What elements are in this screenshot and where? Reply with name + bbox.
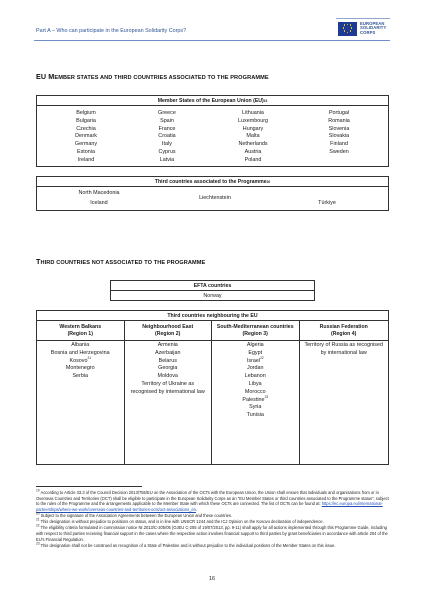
associated-countries-title: Third countries associated to the Programme 20 [37, 177, 388, 187]
neighbouring-countries-table [36, 310, 389, 465]
member-states-title: Member States of the European Union (EU) 19 [37, 96, 388, 106]
eu-flag-icon [338, 22, 357, 36]
header-divider [34, 40, 390, 41]
member-states-column: Greece Spain France Croatia Italy Cyprus Latvia [158, 110, 176, 163]
region-header: South-Mediterranean countries (Region 3) [212, 321, 300, 340]
footnote-ref-22[interactable]: 22 [260, 355, 264, 360]
footnote-20: $^{20}$ Subject to the signature of the Association Agreements between the European Union and these countries. [36, 511, 233, 518]
esc-logo [336, 18, 390, 38]
heading-third-countries: THIRD COUNTRIES NOT ASSOCIATED TO THE PROGRAMME [36, 257, 206, 266]
footnote-divider [36, 486, 142, 487]
region-1-countries: Albania Bosnia and Herzegovina Kosovo$^{21}$ Montenegro Serbia [37, 341, 125, 464]
footnote-22: $^{22}$ The eligibility criteria formulated in commission notice Nr.2013/C-205/05 (OJEU C-205 of 19/07/2013, pp. 9-11) shall apply for all actions implemented through this Programme Guide, including with respect to third parties receiving financial support in the cases where the respective action involves financial support to third parties by grant beneficiaries in accordance with article 204 of the EU's Financial Regulation. [36, 523, 388, 542]
member-states-column: Lithuania Luxembourg Hungary Malta Netherlands Austria Poland [238, 110, 268, 163]
footnote-23: $^{23}$ This designation shall not be construed as recognition of a State of Palestine and is without prejudice to the individual positions of the Member States on this issue. [36, 541, 336, 548]
footnote-19: $^{19}$ According to Article 33.3 of the Council Decision 2013/755/EU on the Association of the OCTs with the European Union, the Union shall ensure that individuals and organisations from or in Overseas Countries and Territories (OCT) shall be eligible to participate in the European Solidarity Corps as an "EU Member States or third countries associated to the Programme status", subject to the rules of the Programme and the arrangements applicable to the Member State with which these OCTs are connected. The list of OCTs can be found at: https://ec.europa.eu/international-partnerships/where-we-work/overseas-countries-and-territories-octs/oct-associations_en. [36, 488, 389, 512]
running-header: Part A – Who can participate in the European Solidarity Corps? [36, 28, 187, 34]
efta-table [110, 280, 315, 301]
country-liechtenstein: Liechtenstein [199, 195, 231, 201]
oct-list-link[interactable]: https://ec.europa.eu/international-partnerships/where-we-work/overseas-countries-and-territories-octs/oct-associations_en [36, 501, 383, 512]
region-4-countries: Territory of Russia as recognised by international law [304, 342, 383, 356]
efta-title: EFTA countries [111, 281, 314, 291]
region-header: Neighbourhood East (Region 2) [125, 321, 213, 340]
associated-countries-table [36, 176, 389, 211]
neighbouring-title: Third countries neighbouring the EU [37, 311, 388, 321]
member-states-table [36, 95, 389, 167]
footnote-21: $^{21}$ This designation is without prejudice to positions on status, and is in line with UNSCR 1244 and the ICJ Opinion on the Kosovo declaration of independence. [36, 517, 324, 525]
footnote-ref-21[interactable]: 21 [87, 355, 92, 360]
region-2-countries: Armenia Azerbaijan Belarus Georgia Moldova Territory of Ukraine as recognised by international law [125, 341, 213, 464]
country-iceland: Iceland [90, 200, 108, 206]
heading-eu-member-states: EU MEMBER STATES AND THIRD COUNTRIES ASSOCIATED TO THE PROGRAMME [36, 72, 269, 81]
footnotes [36, 490, 389, 549]
region-header: Western Balkans (Region 1) [37, 321, 125, 340]
footnote-ref-23[interactable]: 23 [264, 394, 269, 399]
member-states-column: Portugal Romania Slovenia Slovakia Finland Sweden [328, 110, 350, 155]
country-turkiye: Türkiye [318, 200, 336, 206]
country-norway: Norway [203, 293, 222, 299]
region-header: Russian Federation (Region 4) [319, 324, 368, 337]
region-3-countries: Algeria Egypt Israel$^{22}$ Jordan Lebanon Libya Morocco Palestine$^{23}$ Syria Tunisia [212, 341, 300, 464]
page-number: 16 [209, 576, 215, 582]
country-north-macedonia: North Macedonia [78, 190, 120, 196]
logo-text: EUROPEAN SOLIDARITY CORPS [360, 20, 387, 35]
member-states-column: Belgium Bulgaria Czechia Denmark Germany Estonia Ireland [74, 110, 98, 163]
